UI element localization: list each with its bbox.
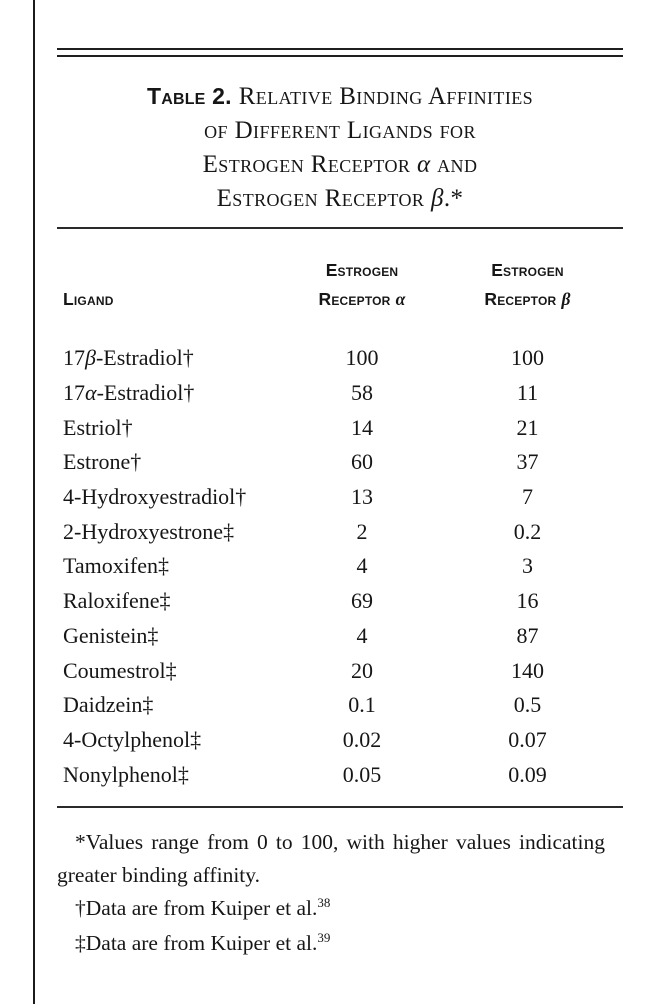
- column-header-ligand: Ligand: [63, 289, 114, 309]
- header-line: Receptor α: [318, 289, 406, 309]
- er-alpha-value-cell: 4: [356, 622, 368, 648]
- header-line: Estrogen: [491, 260, 564, 280]
- er-beta-value-cell: 7: [522, 484, 533, 510]
- footnote-dagger: [57, 892, 605, 925]
- title-line-2: of Different Ligands for: [204, 117, 476, 144]
- er-beta-value-cell: 140: [511, 657, 544, 683]
- table-bottom-rule: [57, 806, 623, 808]
- header-line: Receptor β: [484, 289, 571, 309]
- table-row: [57, 757, 623, 792]
- table-row: [57, 688, 623, 723]
- title-line-3: Estrogen Receptor α and: [202, 151, 478, 178]
- er-alpha-value-cell: 20: [351, 657, 373, 683]
- column-header-er-alpha: [292, 256, 432, 314]
- er-beta-value-cell: 3: [522, 553, 533, 579]
- er-beta-value-cell: 37: [516, 449, 539, 475]
- ligand-cell: Genistein‡: [63, 622, 159, 648]
- reference-number-39: 39: [317, 929, 331, 945]
- er-beta-value-cell: 16: [516, 588, 539, 614]
- reference-number-38: 38: [317, 894, 331, 910]
- ligand-cell: Estriol†: [63, 414, 133, 440]
- er-beta-value-cell: 0.2: [513, 518, 542, 544]
- header-line: Estrogen: [325, 260, 399, 280]
- er-alpha-value-cell: 13: [351, 484, 373, 510]
- er-alpha-value-cell: 100: [345, 345, 379, 371]
- er-alpha-value-cell: 0.05: [342, 761, 382, 787]
- er-beta-value-cell: 11: [516, 380, 539, 406]
- ligand-cell: 4-Hydroxyestradiol†: [63, 484, 247, 510]
- ligand-cell: 4-Octylphenol‡: [63, 726, 202, 752]
- er-beta-value-cell: 100: [511, 345, 544, 371]
- er-alpha-value-cell: 0.1: [348, 692, 376, 718]
- footnote-text: †Data are from Kuiper et al.: [75, 896, 318, 920]
- ligand-cell: Nonylphenol‡: [63, 761, 189, 787]
- table-title: [43, 79, 637, 216]
- ligand-cell: 17α-Estradiol†: [63, 380, 195, 406]
- ligand-cell: 2-Hydroxyestrone‡: [63, 518, 235, 544]
- er-alpha-value-cell: 60: [351, 449, 373, 475]
- er-alpha-value-cell: 4: [356, 553, 368, 579]
- er-alpha-value-cell: 0.02: [342, 726, 382, 752]
- footnote-text: *Values range from 0 to 100, with higher values indicating greater binding affinity.: [57, 830, 605, 887]
- table-row: [57, 376, 623, 411]
- er-beta-value-cell: 0.09: [508, 761, 547, 787]
- table-header-rule: [57, 227, 623, 229]
- title-text: Relative Binding Affinities: [238, 83, 534, 110]
- ligand-cell: Coumestrol‡: [63, 657, 177, 683]
- table-row: [57, 341, 623, 376]
- table-row: [57, 549, 623, 584]
- footnote-double-dagger: [57, 927, 605, 960]
- ligand-cell: Estrone†: [63, 449, 142, 475]
- ligand-cell: 17β-Estradiol†: [63, 345, 194, 371]
- table-row: [57, 619, 623, 654]
- column-header-er-beta: [432, 256, 623, 314]
- footnote-text: ‡Data are from Kuiper et al.: [75, 931, 318, 955]
- er-alpha-value-cell: 2: [356, 518, 368, 544]
- title-line-1: [43, 79, 637, 114]
- table-row: [57, 653, 623, 688]
- footnote-asterisk: [57, 826, 605, 892]
- table-header-row: [57, 256, 623, 314]
- er-beta-value-cell: 21: [516, 414, 539, 440]
- er-alpha-value-cell: 58: [351, 380, 373, 406]
- er-beta-value-cell: 87: [516, 622, 539, 648]
- ligand-cell: Daidzein‡: [63, 692, 154, 718]
- table-row: [57, 445, 623, 480]
- table-row: [57, 584, 623, 619]
- er-alpha-value-cell: 14: [351, 414, 373, 440]
- table-top-double-rule: [57, 48, 623, 57]
- table-number-label: Table 2.: [146, 83, 232, 109]
- table-row: [57, 723, 623, 758]
- table-row: [57, 480, 623, 515]
- table-row: [57, 410, 623, 445]
- table-body: [57, 341, 623, 792]
- er-beta-value-cell: 0.07: [508, 726, 547, 752]
- ligand-cell: Raloxifene‡: [63, 588, 171, 614]
- er-beta-value-cell: 0.5: [513, 692, 542, 718]
- title-line-4: Estrogen Receptor β.*: [216, 185, 464, 212]
- left-column-rule: [33, 0, 35, 1004]
- ligand-cell: Tamoxifen‡: [63, 553, 169, 579]
- table-row: [57, 514, 623, 549]
- er-alpha-value-cell: 69: [351, 588, 373, 614]
